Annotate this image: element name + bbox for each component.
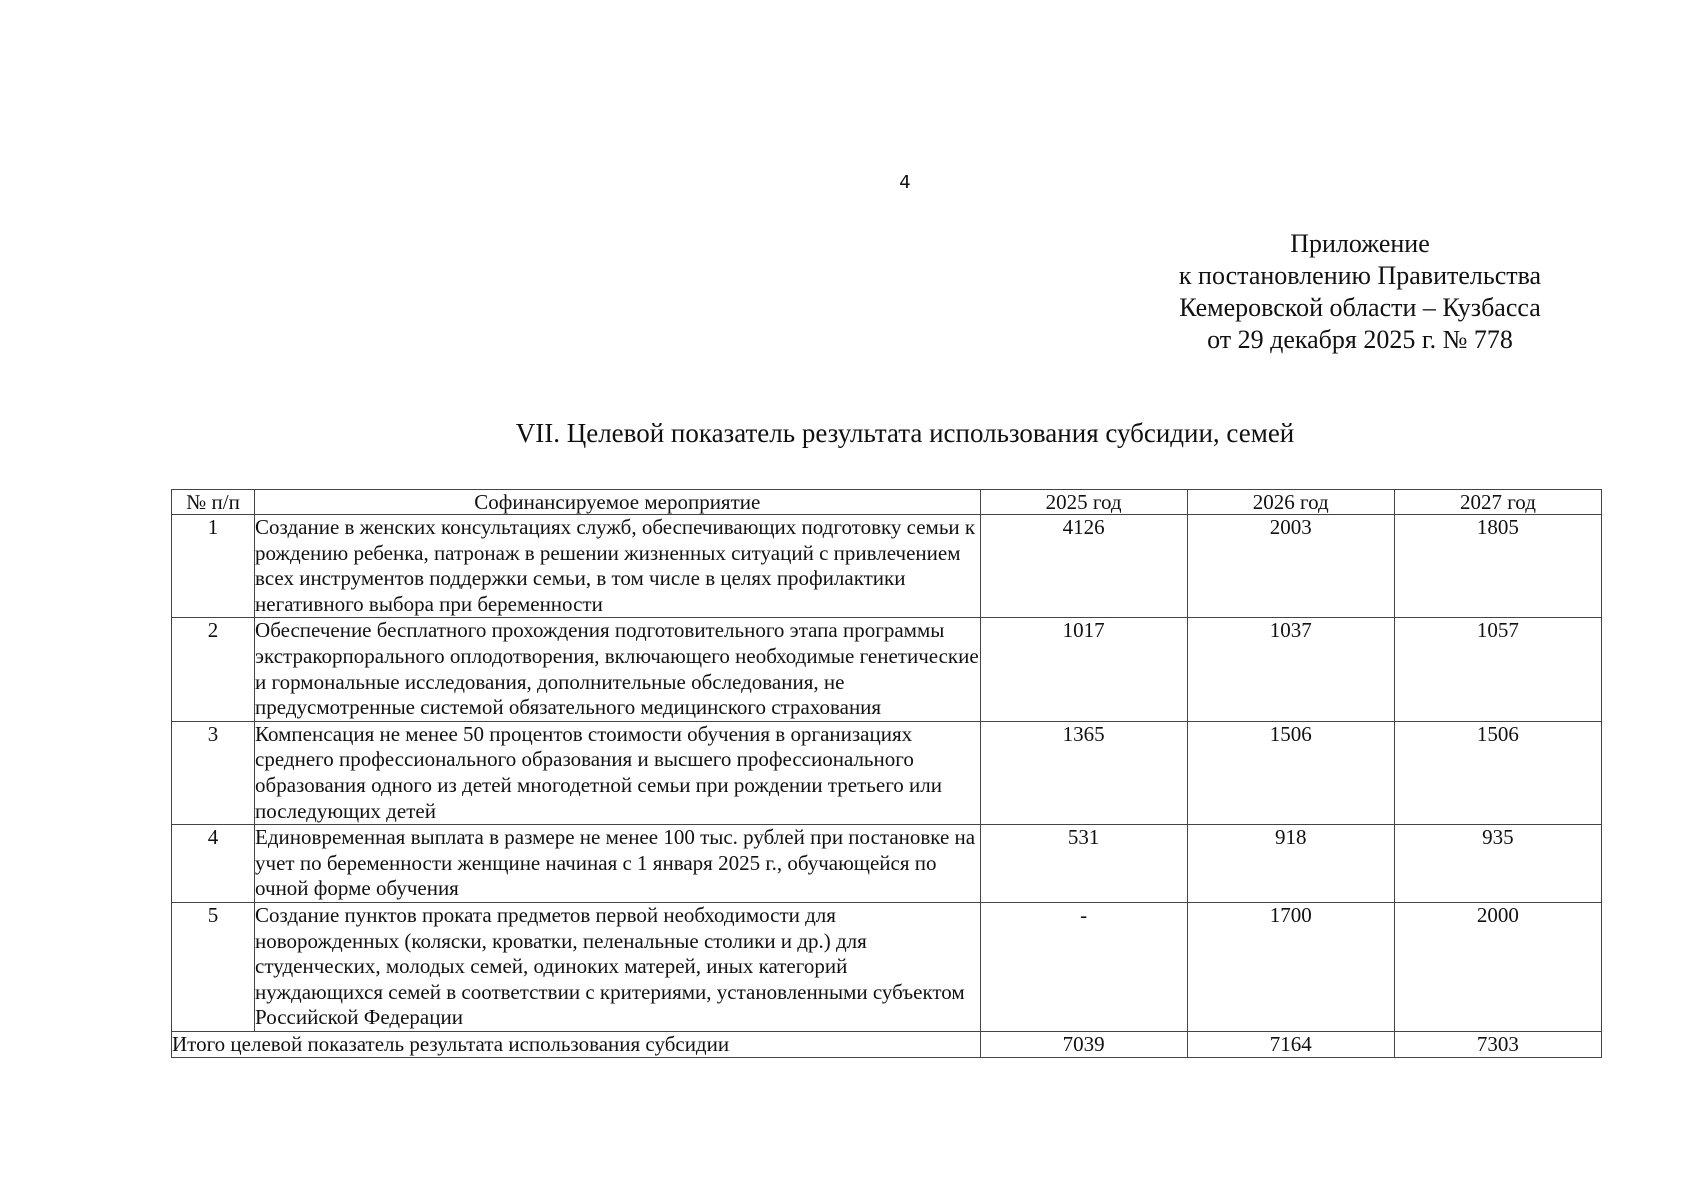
- row-num: 2: [172, 618, 255, 721]
- row-value-2026: 2003: [1187, 515, 1394, 618]
- appendix-header: [1120, 228, 1600, 356]
- row-value-2026: 1700: [1187, 902, 1394, 1031]
- table-row: [172, 515, 1602, 618]
- total-value-2025: 7039: [980, 1031, 1187, 1058]
- row-activity: Обеспечение бесплатного прохождения подготовительного этапа программы экстракорпорального оплодотворения, включающего необходимые генетические и гормональные исследования, дополнительные обследования, не предусмотренные системой обязательного медицинского страхования: [255, 618, 981, 721]
- total-value-2026: 7164: [1187, 1031, 1394, 1058]
- table-row: [172, 721, 1602, 824]
- appendix-line-2: к постановлению Правительства: [1178, 261, 1542, 290]
- row-value-2027: 1057: [1394, 618, 1601, 721]
- row-num: 5: [172, 902, 255, 1031]
- row-value-2027: 935: [1394, 825, 1601, 903]
- row-value-2026: 1506: [1187, 721, 1394, 824]
- page-number: 4: [899, 172, 911, 193]
- indicators-table: [171, 489, 1602, 1058]
- appendix-line-1: Приложение: [1290, 229, 1430, 258]
- header-2026: 2026 год: [1187, 490, 1394, 515]
- header-num: № п/п: [172, 490, 255, 515]
- row-activity: Компенсация не менее 50 процентов стоимости обучения в организациях среднего профессионального образования и высшего профессионального образования одного из детей многодетной семьи при рождении третьего или последующих детей: [255, 721, 981, 824]
- header-2025: 2025 год: [980, 490, 1187, 515]
- row-value-2025: 1365: [980, 721, 1187, 824]
- row-value-2026: 1037: [1187, 618, 1394, 721]
- row-num: 4: [172, 825, 255, 903]
- row-num: 3: [172, 721, 255, 824]
- appendix-line-3: Кемеровской области – Кузбасса: [1179, 293, 1541, 322]
- row-activity: Создание в женских консультациях служб, обеспечивающих подготовку семьи к рождению ребенка, патронаж в решении жизненных ситуаций с привлечением всех инструментов поддержки семьи, в том числе в целях профилактики негативного выбора при беременности: [255, 515, 981, 618]
- row-value-2027: 1506: [1394, 721, 1601, 824]
- total-value-2027: 7303: [1394, 1031, 1601, 1058]
- header-2027: 2027 год: [1394, 490, 1601, 515]
- row-value-2025: 531: [980, 825, 1187, 903]
- row-value-2025: -: [980, 902, 1187, 1031]
- section-title: VII. Целевой показатель результата использования субсидии, семей: [515, 418, 1295, 448]
- table-header-row: [172, 490, 1602, 515]
- row-value-2025: 1017: [980, 618, 1187, 721]
- row-activity: Единовременная выплата в размере не менее 100 тыс. рублей при постановке на учет по беременности женщине начиная с 1 января 2025 г., обучающейся по очной форме обучения: [255, 825, 981, 903]
- appendix-line-4: от 29 декабря 2025 г. № 778: [1207, 325, 1513, 354]
- row-value-2026: 918: [1187, 825, 1394, 903]
- row-activity: Создание пунктов проката предметов первой необходимости для новорожденных (коляски, кроватки, пеленальные столики и др.) для студенческих, молодых семей, одиноких матерей, иных категорий нуждающихся семей в соответствии с критериями, установленными субъектом Российской Федерации: [255, 902, 981, 1031]
- row-value-2027: 1805: [1394, 515, 1601, 618]
- table-row: [172, 618, 1602, 721]
- total-label: Итого целевой показатель результата использования субсидии: [172, 1031, 981, 1058]
- row-value-2027: 2000: [1394, 902, 1601, 1031]
- table-row: [172, 825, 1602, 903]
- row-value-2025: 4126: [980, 515, 1187, 618]
- table-row: [172, 902, 1602, 1031]
- row-num: 1: [172, 515, 255, 618]
- table-total-row: [172, 1031, 1602, 1058]
- header-activity: Софинансируемое мероприятие: [255, 490, 981, 515]
